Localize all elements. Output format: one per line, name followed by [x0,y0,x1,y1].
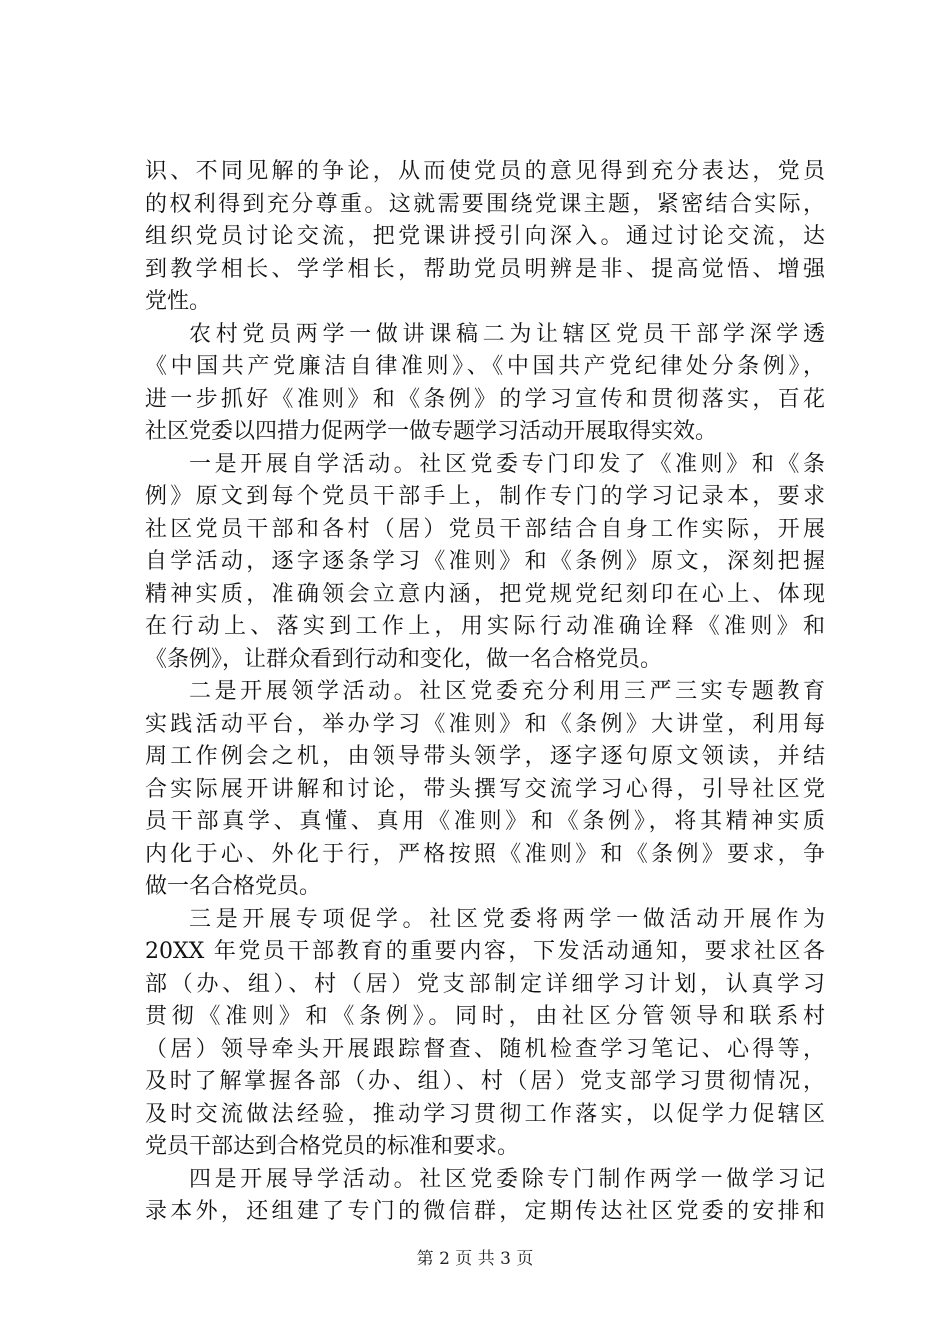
text-line: 部（办、组）、村（居）党支部制定详细学习计划，认真学习 [145,971,825,997]
text-line: 社区党委以四措力促两学一做专题学习活动开展取得实效。 [145,419,718,444]
page-number-footer: 第 2 页 共 3 页 [416,1249,534,1269]
paragraph-start-line: 农村党员两学一做讲课稿二为让辖区党员干部学深学透 [189,321,825,347]
text-line: 自学活动，逐字逐条学习《准则》和《条例》原文，深刻把握 [145,549,825,574]
text-line: 到教学相长、学学相长，帮助党员明辨是非、提高觉悟、增强 [145,256,825,282]
text-line: （居）领导牵头开展跟踪督查、随机检查学习笔记、心得等， [145,1036,825,1062]
text-line: 《中国共产党廉洁自律准则》、《中国共产党纪律处分条例》， [145,354,825,379]
text-line: 精神实质，准确领会立意内涵，把党规党纪刻印在心上、体现 [145,581,825,607]
text-line: 实践活动平台，举办学习《准则》和《条例》大讲堂，利用每 [145,711,825,737]
text-line: 识、不同见解的争论，从而使党员的意见得到充分表达，党员 [145,159,825,184]
text-line: 录本外，还组建了专门的微信群，定期传达社区党委的安排和 [145,1199,825,1224]
text-line: 在行动上、落实到工作上，用实际行动准确诠释《准则》和 [145,614,825,639]
text-line: 例》原文到每个党员干部手上，制作专门的学习记录本，要求 [145,484,825,509]
text-line: 进一步抓好《准则》和《条例》的学习宣传和贯彻落实，百花 [145,386,825,412]
paragraph-start-line: 一是开展自学活动。社区党委专门印发了《准则》和《条 [189,451,825,477]
text-line: 员干部真学、真懂、真用《准则》和《条例》，将其精神实质 [145,809,825,834]
body-text [145,156,825,1229]
paragraph-start-line: 三是开展专项促学。社区党委将两学一做活动开展作为 [189,906,825,932]
text-line: 的权利得到充分尊重。这就需要围绕党课主题，紧密结合实际， [145,191,825,217]
text-line: 社区党员干部和各村（居）党员干部结合自身工作实际，开展 [145,516,825,542]
text-line: 组织党员讨论交流，把党课讲授引向深入。通过讨论交流，达 [145,224,825,249]
text-line: 贯彻《准则》和《条例》。同时，由社区分管领导和联系村 [145,1004,825,1029]
text-line: 合实际展开讲解和讨论，带头撰写交流学习心得，引导社区党 [145,776,825,802]
text-line: 周工作例会之机，由领导带头领学，逐字逐句原文领读，并结 [145,744,825,769]
text-line: 20XX 年党员干部教育的重要内容，下发活动通知，要求社区各 [145,939,825,964]
paragraph-start-line: 二是开展领学活动。社区党委充分利用三严三实专题教育 [189,679,825,704]
text-line: 《条例》，让群众看到行动和变化，做一名合格党员。 [145,646,663,672]
text-line: 内化于心、外化于行，严格按照《准则》和《条例》要求，争 [145,841,825,867]
text-line: 及时交流做法经验，推动学习贯彻工作落实，以促学力促辖区 [145,1101,825,1127]
text-line: 做一名合格党员。 [145,874,322,899]
paragraph-start-line: 四是开展导学活动。社区党委除专门制作两学一做学习记 [189,1166,825,1192]
text-line: 及时了解掌握各部（办、组）、村（居）党支部学习贯彻情况， [145,1069,825,1094]
text-line: 党性。 [145,289,212,314]
text-line: 党员干部达到合格党员的标准和要求。 [145,1134,520,1159]
